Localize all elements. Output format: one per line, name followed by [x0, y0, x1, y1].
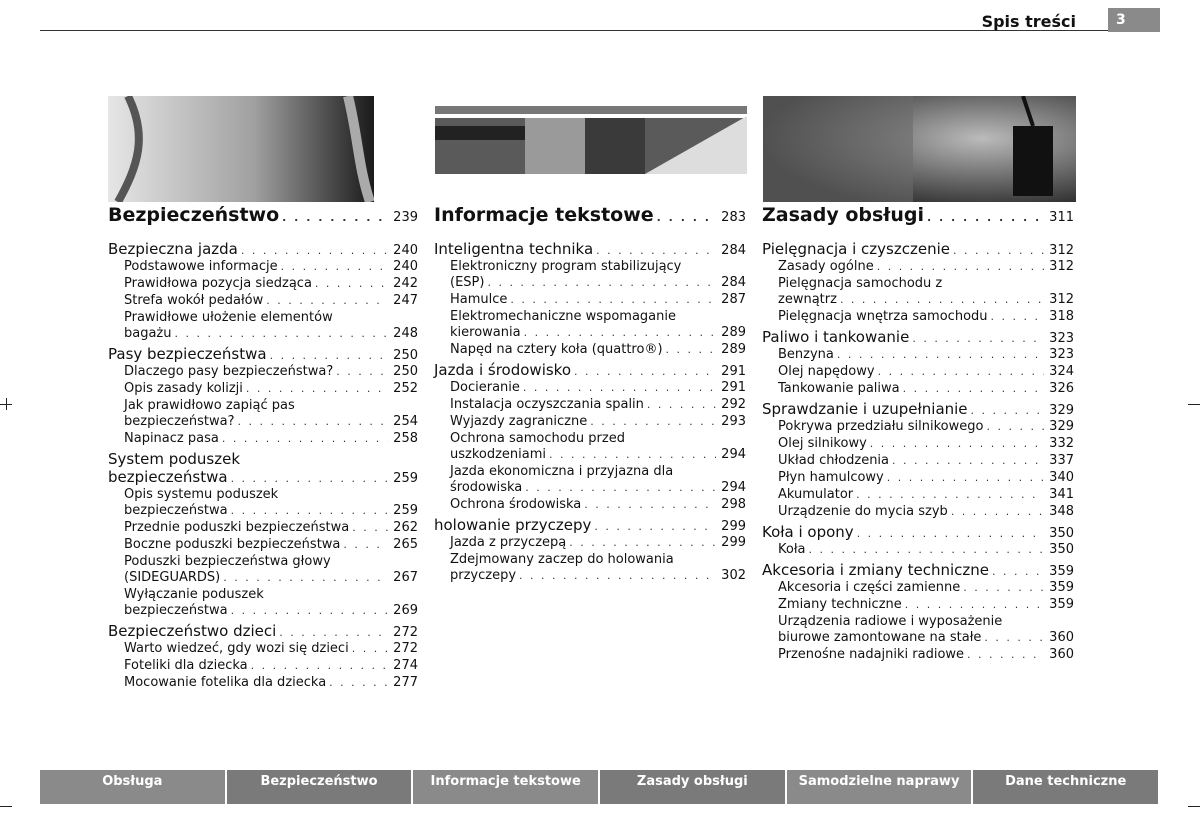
toc-group[interactable]: Pasy bezpieczeństwa . . . 250	[108, 345, 418, 364]
toc-item[interactable]: Przednie poduszki bezpieczeństwa . . . 262	[108, 520, 418, 537]
toc-item-line1[interactable]: Elektromechaniczne wspomaganie	[450, 309, 676, 324]
crop-mark-left-v	[6, 398, 7, 410]
toc-item-line1[interactable]: Jak prawidłowo zapiąć pas	[124, 398, 295, 413]
footer-tab-obsluga[interactable]: Obsługa	[40, 770, 227, 804]
toc-group[interactable]: Inteligentna technika . . . 284	[434, 240, 746, 259]
toc-item[interactable]: bezpieczeństwa . . . 269	[108, 603, 418, 620]
toc-item[interactable]: Warto wiedzeć, gdy wozi się dzieci . . . 272	[108, 641, 418, 658]
toc-item[interactable]: Napęd na cztery koła (quattro®) . . . 289	[434, 342, 746, 359]
toc-item[interactable]: Przenośne nadajniki radiowe . . . 360	[762, 647, 1074, 664]
footer-tab-dane-techniczne[interactable]: Dane techniczne	[973, 770, 1158, 804]
toc-item[interactable]: (ESP) . . . 284	[434, 275, 746, 292]
page-number-badge: 3	[1108, 8, 1160, 32]
toc-item[interactable]: Tankowanie paliwa . . . 326	[762, 381, 1074, 398]
toc-item[interactable]: uszkodzeniami . . . 294	[434, 447, 746, 464]
toc-item-line1[interactable]: Jazda ekonomiczna i przyjazna dla	[450, 464, 674, 479]
toc-item[interactable]: Instalacja oczyszczania spalin . . . 292	[434, 397, 746, 414]
toc-item[interactable]: Zmiany techniczne . . . 359	[762, 597, 1074, 614]
toc-item-line1[interactable]: Wyłączanie poduszek	[124, 587, 264, 602]
operation-image	[763, 96, 1076, 202]
footer-tab-samodzielne-naprawy[interactable]: Samodzielne naprawy	[787, 770, 974, 804]
toc-item[interactable]: zewnątrz . . . 312	[762, 292, 1074, 309]
toc-item-line1[interactable]: Ochrona samochodu przed	[450, 431, 625, 446]
toc-item-line1[interactable]: Opis systemu poduszek	[124, 487, 279, 502]
toc-group[interactable]: Bezpieczeństwo dzieci . . . 272	[108, 622, 418, 641]
toc-item[interactable]: Olej napędowy . . . 324	[762, 364, 1074, 381]
toc-item-line1[interactable]: Prawidłowe ułożenie elementów	[124, 310, 333, 325]
crop-mark-right	[1188, 404, 1200, 405]
toc-item[interactable]: Jazda z przyczepą . . . 299	[434, 535, 746, 552]
column-operation	[762, 204, 1074, 664]
toc-item[interactable]: Urządzenie do mycia szyb . . . 348	[762, 504, 1074, 521]
toc-item[interactable]: bagażu . . . 248	[108, 326, 418, 343]
toc-group[interactable]: Jazda i środowisko . . . 291	[434, 361, 746, 380]
section-heading[interactable]: Informacje tekstowe . . . 283	[434, 204, 746, 232]
safety-image	[108, 96, 374, 202]
toc-group-line1[interactable]: System poduszek	[108, 450, 241, 468]
section-heading[interactable]: Zasady obsługi . . . 311	[762, 204, 1074, 232]
toc-group[interactable]: Bezpieczna jazda . . . 240	[108, 240, 418, 259]
toc-item[interactable]: Akumulator . . . 341	[762, 487, 1074, 504]
toc-item[interactable]: Akcesoria i części zamienne . . . 359	[762, 580, 1074, 597]
toc-group[interactable]: Akcesoria i zmiany techniczne . . . 359	[762, 561, 1074, 580]
footer-tab-zasady-obslugi[interactable]: Zasady obsługi	[600, 770, 787, 804]
toc-item[interactable]: Strefa wokół pedałów . . . 247	[108, 293, 418, 310]
toc-item[interactable]: Opis zasady kolizji . . . 252	[108, 381, 418, 398]
toc-item[interactable]: Boczne poduszki bezpieczeństwa . . . 265	[108, 537, 418, 554]
toc-item[interactable]: Ochrona środowiska . . . 298	[434, 497, 746, 514]
toc-item[interactable]: Wyjazdy zagraniczne . . . 293	[434, 414, 746, 431]
page-header-title: Spis treści	[981, 12, 1076, 31]
toc-item[interactable]: kierowania . . . 289	[434, 325, 746, 342]
toc-item-line1[interactable]: Elektroniczny program stabilizujący	[450, 259, 682, 274]
toc-item[interactable]: Dlaczego pasy bezpieczeństwa? . . . 250	[108, 364, 418, 381]
toc-item[interactable]: Mocowanie fotelika dla dziecka . . . 277	[108, 675, 418, 692]
toc-group[interactable]: Paliwo i tankowanie . . . 323	[762, 328, 1074, 347]
toc-item[interactable]: (SIDEGUARDS) . . . 267	[108, 570, 418, 587]
footer-tab-informacje-tekstowe[interactable]: Informacje tekstowe	[413, 770, 600, 804]
toc-item-line1[interactable]: Zdejmowany zaczep do holowania	[450, 552, 674, 567]
toc-item[interactable]: Koła . . . 350	[762, 542, 1074, 559]
toc-item[interactable]: Benzyna . . . 323	[762, 347, 1074, 364]
toc-item[interactable]: przyczepy . . . 302	[434, 568, 746, 585]
toc-item[interactable]: Płyn hamulcowy . . . 340	[762, 470, 1074, 487]
toc-item[interactable]: Podstawowe informacje . . . 240	[108, 259, 418, 276]
toc-item[interactable]: Hamulce . . . 287	[434, 292, 746, 309]
toc-group[interactable]: Sprawdzanie i uzupełnianie . . . 329	[762, 400, 1074, 419]
toc-item[interactable]: Docieranie . . . 291	[434, 380, 746, 397]
toc-item[interactable]: Układ chłodzenia . . . 337	[762, 453, 1074, 470]
toc-item[interactable]: Foteliki dla dziecka . . . 274	[108, 658, 418, 675]
toc-item-line1[interactable]: Pielęgnacja samochodu z	[778, 276, 943, 291]
toc-item[interactable]: Pielęgnacja wnętrza samochodu . . . 318	[762, 309, 1074, 326]
toc-item[interactable]: Napinacz pasa . . . 258	[108, 431, 418, 448]
toc-item[interactable]: Prawidłowa pozycja siedząca . . . 242	[108, 276, 418, 293]
toc-item-line1[interactable]: Urządzenia radiowe i wyposażenie	[778, 614, 1003, 629]
footer-tab-bezpieczenstwo[interactable]: Bezpieczeństwo	[227, 770, 414, 804]
column-information	[434, 204, 746, 585]
toc-item[interactable]: środowiska . . . 294	[434, 480, 746, 497]
information-image	[435, 96, 747, 202]
footer-tab-bar	[40, 770, 1158, 804]
toc-group[interactable]: bezpieczeństwa . . . 259	[108, 468, 418, 487]
toc-item[interactable]: Pokrywa przedziału silnikowego . . . 329	[762, 419, 1074, 436]
toc-group[interactable]: Pielęgnacja i czyszczenie . . . 312	[762, 240, 1074, 259]
toc-item[interactable]: Olej silnikowy . . . 332	[762, 436, 1074, 453]
toc-item[interactable]: bezpieczeństwa . . . 259	[108, 503, 418, 520]
crop-mark-bottom-right	[1188, 806, 1200, 807]
toc-group[interactable]: Koła i opony . . . 350	[762, 523, 1074, 542]
toc-group[interactable]: holowanie przyczepy . . . 299	[434, 516, 746, 535]
section-heading[interactable]: Bezpieczeństwo . . . 239	[108, 204, 418, 232]
toc-item[interactable]: bezpieczeństwa? . . . 254	[108, 414, 418, 431]
toc-item-line1[interactable]: Poduszki bezpieczeństwa głowy	[124, 554, 331, 569]
crop-mark-bottom-left	[0, 806, 12, 807]
toc-item[interactable]: biurowe zamontowane na stałe . . . 360	[762, 630, 1074, 647]
column-safety	[108, 204, 418, 692]
toc-item[interactable]: Zasady ogólne . . . 312	[762, 259, 1074, 276]
